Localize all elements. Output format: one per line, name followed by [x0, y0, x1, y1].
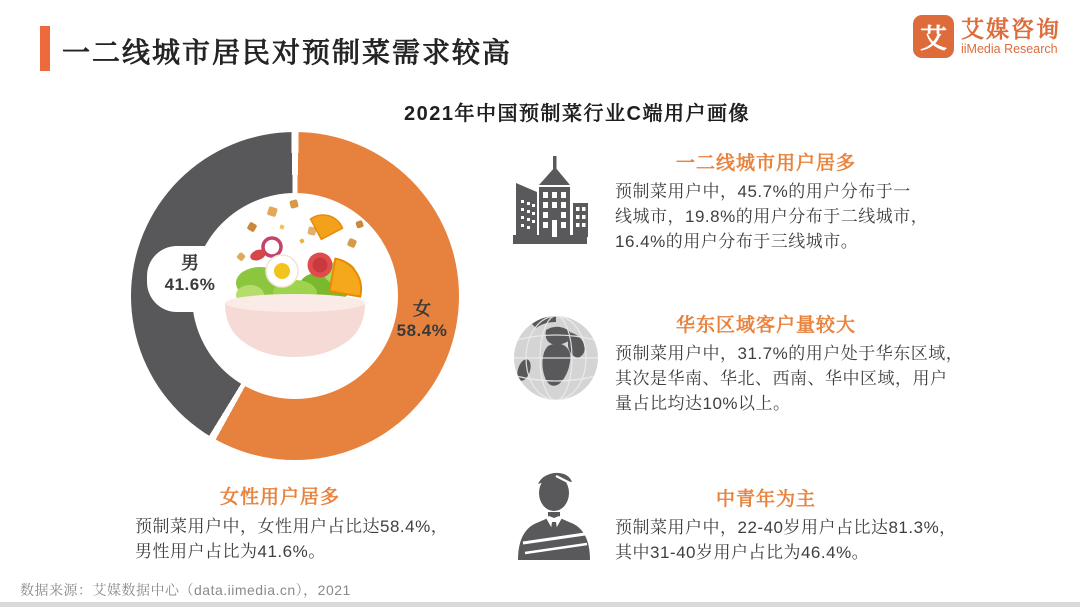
- section-title: 女性用户居多: [219, 487, 340, 508]
- female-value: 58.4%: [396, 321, 448, 340]
- chart-title: 2021年中国预制菜行业C端用户画像: [404, 103, 750, 125]
- section-title: 中青年为主: [715, 489, 816, 510]
- title-accent-bar: [40, 26, 50, 71]
- male-value: 41.6%: [164, 275, 216, 294]
- logo-text: [961, 17, 1061, 57]
- logo-name-en: iiMedia Research: [961, 41, 1058, 56]
- section-title: 华东区域客户量较大: [675, 315, 856, 336]
- section-city-tier: [510, 148, 1022, 254]
- female-slice-label: [382, 299, 462, 341]
- iimedia-logo-icon: 艾: [913, 15, 954, 58]
- businessman-icon: [512, 472, 596, 560]
- salad-bowl-illustration: [220, 195, 370, 360]
- gender-donut-chart: [131, 132, 459, 460]
- section-body: 预制菜用户中，女性用户占比达58.4%， 男性用户占比为41.6%。: [135, 517, 449, 561]
- section-gender: [90, 482, 470, 564]
- section-title: 一二线城市用户居多: [675, 153, 856, 174]
- logo-name-cn: 艾媒咨询: [961, 15, 1061, 42]
- globe-icon: [512, 314, 600, 402]
- section-body: 预制菜用户中，31.7%的用户处于华东区域， 其次是华南、华北、西南、华中区域，用户 量占比均达10%以上。: [615, 344, 964, 413]
- section-region: [510, 310, 1022, 416]
- section-body: 预制菜用户中，22-40岁用户占比达81.3%， 其中31-40岁用户占比为46.4%。: [615, 518, 957, 562]
- male-category: 男: [181, 253, 199, 273]
- bottom-strip: [0, 602, 1080, 607]
- brand-logo: [913, 15, 1061, 58]
- data-source-note: 数据来源：艾媒数据中心（data.iimedia.cn），2021: [20, 582, 351, 598]
- female-category: 女: [413, 299, 431, 319]
- section-body: 预制菜用户中，45.7%的用户分布于一 线城市，19.8%的用户分布于二线城市， 16.4%的用户分布于三线城市。: [615, 182, 929, 251]
- city-buildings-icon: [512, 154, 588, 244]
- page-title: 一二线城市居民对预制菜需求较高: [62, 37, 513, 68]
- section-age: [510, 470, 1022, 565]
